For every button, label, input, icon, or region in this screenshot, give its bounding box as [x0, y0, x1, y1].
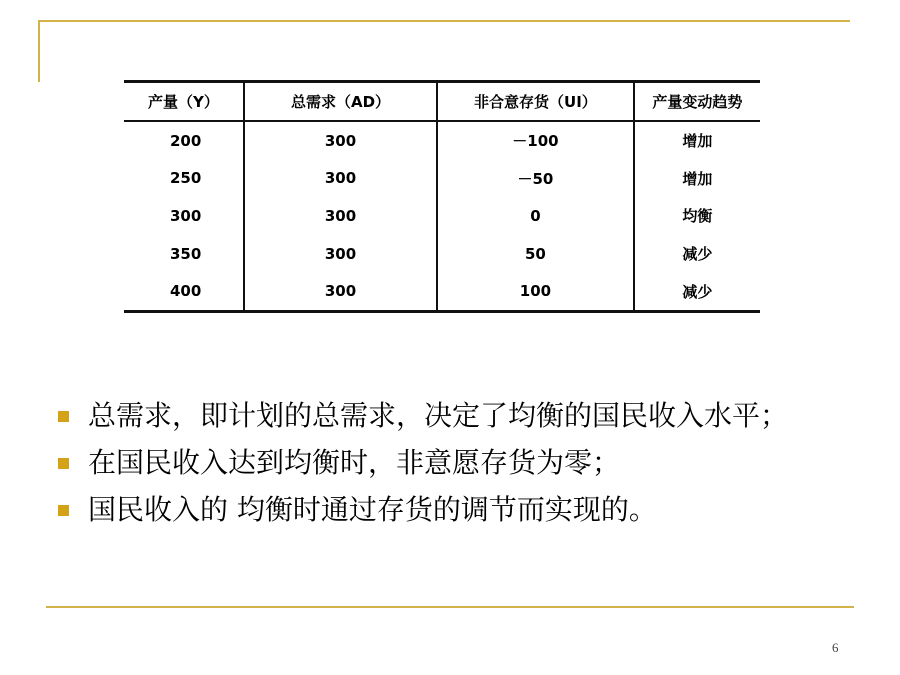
- cell-aggregate-demand: 300: [244, 160, 437, 198]
- cell-output-trend: 均衡: [634, 197, 760, 235]
- bullet-item: [54, 396, 854, 436]
- cell-output-trend: 增加: [634, 121, 760, 160]
- cell-unintended-inventory: 100: [437, 272, 634, 312]
- cell-aggregate-demand: 300: [244, 235, 437, 273]
- header-unintended-inventory: 非合意存货（UI）: [437, 82, 634, 122]
- frame-bottom-rule: [46, 606, 854, 608]
- bullet-list: [54, 396, 854, 537]
- cell-output: 400: [124, 272, 244, 312]
- table-row: [124, 160, 760, 198]
- cell-unintended-inventory: 0: [437, 197, 634, 235]
- cell-output: 200: [170, 131, 202, 150]
- cell-output-trend: 减少: [634, 272, 760, 312]
- cell-unintended-inventory: －50: [437, 160, 634, 198]
- cell-unintended-inventory: 50: [437, 235, 634, 273]
- cell-unintended-inventory: －100: [437, 121, 634, 160]
- table-row: [124, 197, 760, 235]
- cell-aggregate-demand: 300: [244, 272, 437, 312]
- header-output-trend: 产量变动趋势: [634, 82, 760, 122]
- bullet-item: [54, 443, 854, 483]
- cell-aggregate-demand: 300: [244, 121, 437, 160]
- square-bullet-icon: [58, 505, 69, 516]
- square-bullet-icon: [58, 458, 69, 469]
- square-bullet-icon: [58, 411, 69, 422]
- bullet-item: [54, 490, 854, 530]
- cell-aggregate-demand: 300: [244, 197, 437, 235]
- cell-output: 300: [170, 206, 202, 225]
- cell-output-trend: 增加: [634, 160, 760, 198]
- bullet-text: 总需求，即计划的总需求，决定了均衡的国民收入水平；: [88, 399, 789, 432]
- page-number: 6: [832, 640, 839, 655]
- table-row: [124, 121, 760, 160]
- header-output: 产量（Y）: [124, 82, 244, 122]
- cell-output: 350: [170, 244, 202, 263]
- bullet-text: 在国民收入达到均衡时，非意愿存货为零；: [88, 446, 621, 479]
- output-trend-table: [124, 80, 760, 310]
- bullet-text: 国民收入的 均衡时通过存货的调节而实现的。: [88, 493, 657, 526]
- table-row: [124, 235, 760, 273]
- cell-output: 250: [170, 169, 202, 188]
- header-aggregate-demand: 总需求（AD）: [244, 82, 437, 122]
- data-table: [124, 80, 760, 313]
- table-row: [124, 272, 760, 312]
- frame-top-rule: [38, 20, 850, 22]
- frame-left-rule: [38, 20, 40, 82]
- table-header-row: [124, 82, 760, 122]
- cell-output-trend: 减少: [634, 235, 760, 273]
